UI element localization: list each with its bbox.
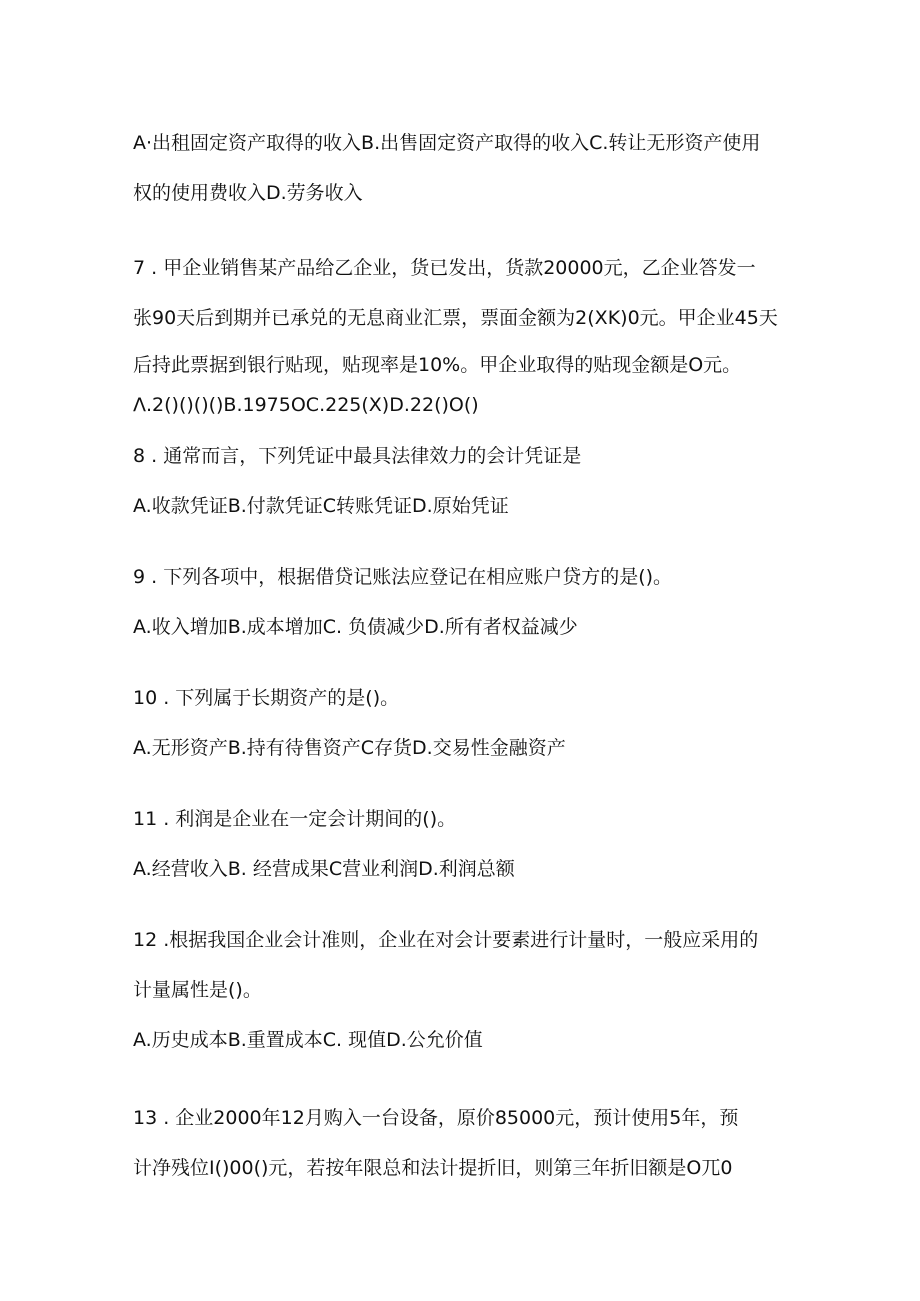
question-7-line-3: 后持此票据到银行贴现，贴现率是10%。甲企业取得的贴现金额是O元。 — [133, 354, 742, 376]
option-line-q6: A·出租固定资产取得的收入B.出售固定资产取得的收入C.转让无形资产使用 — [133, 132, 761, 154]
question-7-line-2: 张90天后到期并已承兑的无息商业汇票，票面金额为2(XK)0元。甲企业45天 — [133, 307, 778, 329]
question-10-options: A.无形资产B.持有待售资产C存货D.交易性金融资产 — [133, 737, 566, 759]
question-7-line-1: 7 . 甲企业销售某产品给乙企业，货已发出，货款20000元，乙企业答发一 — [133, 257, 756, 279]
question-9: 9 . 下列各项中，根据借贷记账法应登记在相应账户贷方的是()。 — [133, 566, 673, 588]
option-line-q6-cont: 权的使用费收入D.劳务收入 — [133, 182, 363, 204]
question-11-options: A.经营收入B. 经营成果C营业利润D.利润总额 — [133, 858, 515, 880]
question-10: 10 . 下列属于长期资产的是()。 — [133, 687, 400, 709]
question-12-line-2: 计量属性是()。 — [133, 979, 262, 1001]
question-13-line-2: 计净残位I()00()元，若按年限总和法计提折旧，则第三年折旧额是O兀0 — [133, 1157, 733, 1179]
question-12-options: A.历史成本B.重置成本C. 现值D.公允价值 — [133, 1029, 483, 1051]
question-8: 8 . 通常而言，下列凭证中最具法律效力的会计凭证是 — [133, 445, 582, 467]
question-9-options: A.收入增加B.成本增加C. 负债减少D.所有者权益减少 — [133, 616, 578, 638]
question-11: 11 . 利润是企业在一定会计期间的()。 — [133, 808, 457, 830]
question-12-line-1: 12 .根据我国企业会计准则，企业在对会计要素进行计量时，一般应采用的 — [133, 929, 759, 951]
question-8-options: A.收款凭证B.付款凭证C转账凭证D.原始凭证 — [133, 495, 509, 517]
question-13-line-1: 13 . 企业2000年12月购入一台设备，原价85000元，预计使用5年，预 — [133, 1107, 739, 1129]
question-7-options: Λ.2()()()()B.1975OC.225(X)D.22()O() — [133, 394, 479, 416]
